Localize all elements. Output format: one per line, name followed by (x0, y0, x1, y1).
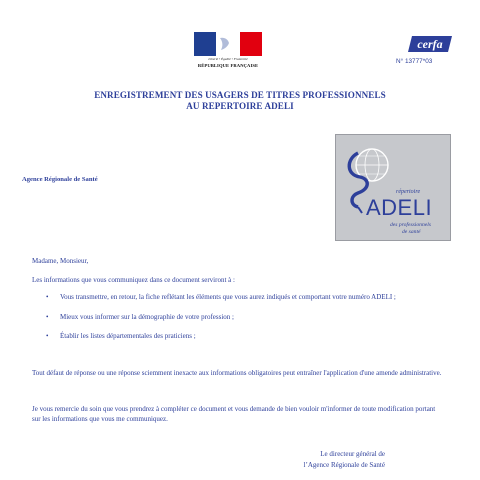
purpose-list (46, 292, 456, 351)
cerfa-logo-text: cerfa (417, 37, 443, 51)
list-item: • Vous transmettre, en retour, la fiche reflétant les éléments que vous aurez indiqués et comportant votre numéro ADELI ; (46, 292, 456, 302)
adeli-logo (335, 134, 451, 241)
adeli-tagline-2: de santé (402, 229, 421, 235)
republic-motto: Liberté • Égalité • Fraternité (208, 57, 248, 61)
penalty-paragraph: Tout défaut de réponse ou une réponse sciemment inexacte aux informations obligatoires peut entraîner l'application d'une amende administrative. (32, 369, 442, 377)
cerfa-badge-icon (404, 34, 454, 54)
sender-label: Agence Régionale de Santé (22, 176, 98, 183)
title-line-2: AU REPERTOIRE ADELI (186, 101, 294, 111)
document-title (40, 90, 440, 112)
title-line-1: ENREGISTREMENT DES USAGERS DE TITRES PROFESSIONNELS (94, 90, 386, 100)
signature-line-2: l’Agence Régionale de Santé (303, 461, 385, 469)
cerfa-number: N° 13777*03 (396, 58, 433, 65)
list-item: • Mieux vous informer sur la démographie de votre profession ; (46, 312, 456, 322)
adeli-repertoire-text: répertoire (396, 189, 421, 195)
adeli-tagline-1: des professionnels (390, 222, 431, 228)
signature-line-1: Le directeur général de (320, 450, 385, 458)
thanks-paragraph: Je vous remercie du soin que vous prendrez à compléter ce document et vous demande de bien vouloir m'informer de toute modification portant sur les informations que vous me communiquez. (32, 405, 436, 423)
adeli-name-text: ADELI (366, 195, 433, 220)
adeli-emblem-icon (336, 135, 450, 240)
republic-name: RÉPUBLIQUE FRANÇAISE (197, 63, 259, 68)
cerfa-logo (404, 34, 454, 54)
republique-francaise-logo (194, 32, 262, 72)
salutation: Madame, Monsieur, (32, 257, 89, 265)
list-item: • Établir les listes départementales des praticiens ; (46, 331, 456, 341)
intro-text: Les informations que vous communiquez dans ce document serviront à : (32, 276, 235, 284)
marianne-flag-icon (194, 32, 262, 56)
